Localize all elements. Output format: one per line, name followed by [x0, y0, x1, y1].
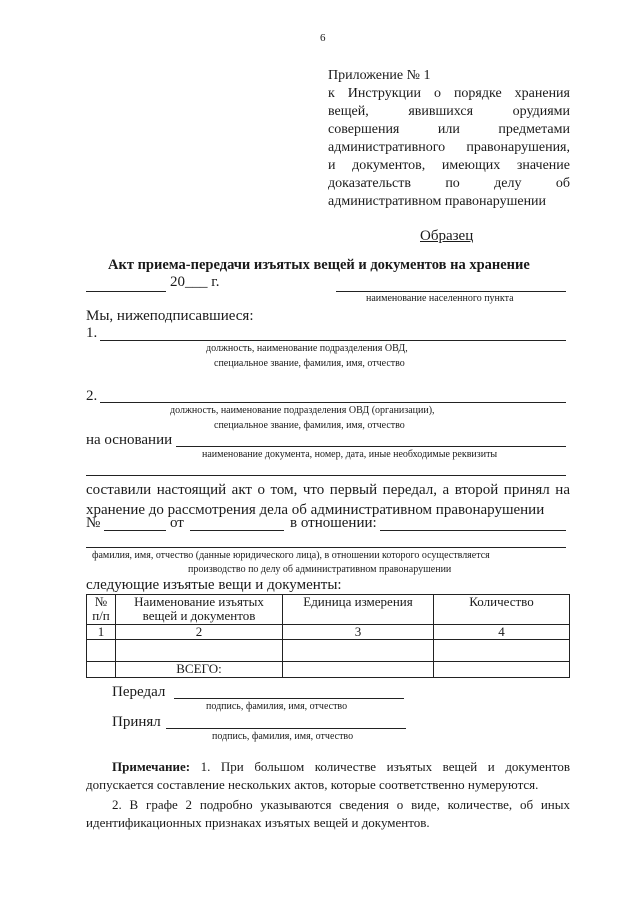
sample-label: Образец	[420, 228, 474, 244]
date-day-line[interactable]	[86, 291, 166, 292]
subject-caption: фамилия, имя, отчество (данные юридического лица), в отношении которого осуществляется	[92, 550, 490, 561]
total-row	[87, 662, 570, 678]
case-regarding-line[interactable]	[380, 530, 566, 531]
body-text: составили настоящий акт о том, что первый передал, а второй принял на хранение до рассмотрения дела об административном правонарушении	[86, 482, 570, 518]
items-table	[86, 594, 570, 678]
table-cell[interactable]	[434, 640, 570, 662]
appendix-line: к Инструкции о порядке хранения	[328, 86, 570, 101]
note-item-2: 2. В графе 2 подробно указываются сведения о виде, количестве, об иных идентификационных признаках изъятых вещей и документов.	[86, 797, 570, 830]
items-intro: следующие изъятые вещи и документы:	[86, 577, 342, 593]
we-undersigned: Мы, нижеподписавшиеся:	[86, 308, 254, 324]
case-date-line[interactable]	[190, 530, 284, 531]
table-cell[interactable]	[116, 640, 283, 662]
handed-over-signature-line[interactable]	[174, 698, 404, 699]
handed-over-label: Передал	[112, 684, 166, 700]
header-cell: Единица измерения	[283, 595, 434, 625]
person2-number: 2.	[86, 388, 98, 404]
person1-caption: должность, наименование подразделения ОВД,	[206, 343, 408, 354]
accepted-signature-line[interactable]	[166, 728, 406, 729]
basis-caption: наименование документа, номер, дата, иные необходимые реквизиты	[202, 449, 498, 460]
table-cell[interactable]	[87, 640, 116, 662]
person1-line[interactable]	[100, 340, 566, 341]
basis-line[interactable]	[176, 446, 566, 447]
handed-over-caption: подпись, фамилия, имя, отчество	[206, 701, 348, 712]
person2-caption: должность, наименование подразделения ОВД (организации),	[170, 405, 435, 416]
numbering-cell: 2	[116, 625, 283, 640]
appendix-line: вещей, явившихся орудиями	[328, 104, 570, 119]
place-line[interactable]	[336, 291, 566, 292]
header-cell: Количество	[434, 595, 570, 625]
subject-line[interactable]	[86, 547, 566, 548]
accepted-label: Принял	[112, 714, 161, 730]
subject-caption: производство по делу об административном правонарушении	[188, 564, 452, 575]
date-year: 20___ г.	[170, 274, 220, 290]
person1-number: 1.	[86, 325, 98, 341]
table-cell	[87, 662, 116, 678]
table-cell[interactable]	[283, 640, 434, 662]
page-number: 6	[320, 32, 326, 44]
note-item-1	[86, 758, 570, 794]
person2-line[interactable]	[100, 402, 566, 403]
table-header-row	[87, 595, 570, 625]
person2-caption: специальное звание, фамилия, имя, отчество	[214, 420, 405, 431]
person1-caption: специальное звание, фамилия, имя, отчество	[214, 358, 405, 369]
case-date-label: от	[170, 515, 184, 531]
numbering-cell: 1	[87, 625, 116, 640]
table-cell[interactable]	[434, 662, 570, 678]
place-caption: наименование населенного пункта	[366, 293, 514, 304]
basis-line-2[interactable]	[86, 475, 566, 476]
appendix-line: административного правонарушения,	[328, 140, 570, 155]
case-regarding-label: в отношении:	[290, 515, 377, 531]
numbering-cell: 3	[283, 625, 434, 640]
accepted-caption: подпись, фамилия, имя, отчество	[212, 731, 354, 742]
appendix-line: совершения или предметами	[328, 122, 570, 137]
case-number-label: №	[86, 515, 101, 531]
basis-label: на основании	[86, 432, 173, 448]
document-title: Акт приема-передачи изъятых вещей и документов на хранение	[108, 257, 530, 273]
appendix-header	[328, 67, 570, 211]
appendix-line: Приложение № 1	[328, 68, 431, 83]
note-text: 1. При большом количестве изъятых вещей и документов допускается составление нескольких актов, которые соответственно нумеруются.	[86, 759, 570, 792]
header-cell: Наименование изъятых вещей и документов	[116, 595, 283, 625]
numbering-row	[87, 625, 570, 640]
appendix-line: и документов, имеющих значение	[328, 158, 570, 173]
table-cell[interactable]	[283, 662, 434, 678]
table-row[interactable]	[87, 640, 570, 662]
total-label: ВСЕГО:	[116, 662, 283, 678]
note-label: Примечание:	[112, 759, 191, 774]
appendix-line: административном правонарушении	[328, 194, 547, 209]
numbering-cell: 4	[434, 625, 570, 640]
header-cell: № п/п	[87, 595, 116, 625]
appendix-line: доказательств по делу об	[328, 176, 570, 191]
case-number-line[interactable]	[104, 530, 166, 531]
